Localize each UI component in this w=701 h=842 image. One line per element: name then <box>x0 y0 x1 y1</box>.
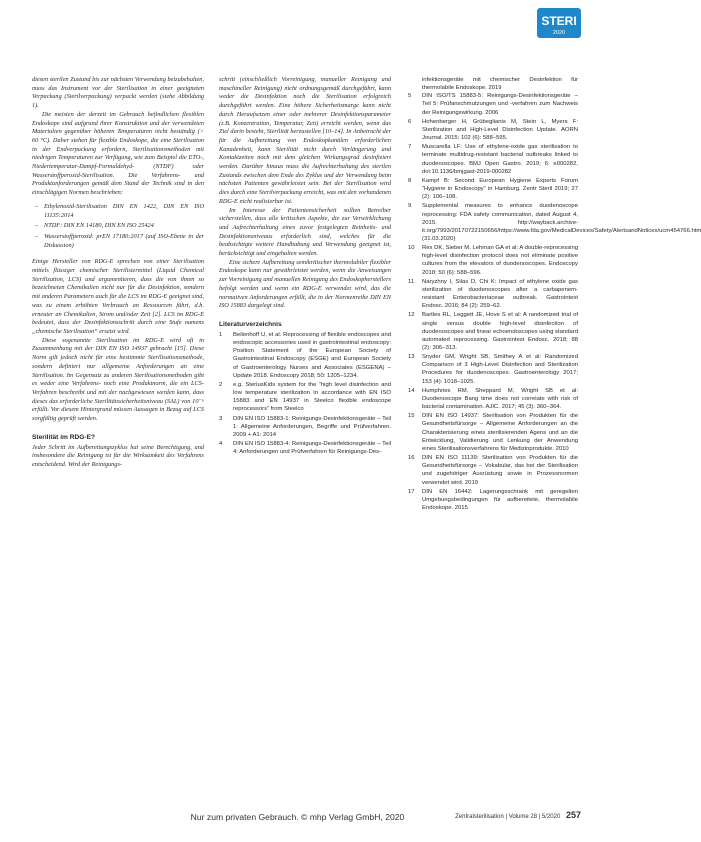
reference-item <box>408 202 701 243</box>
standards-list <box>32 203 204 251</box>
reference-number: 5 <box>408 93 412 100</box>
reference-number: 15 <box>408 413 415 420</box>
reference-item <box>219 331 391 380</box>
column-3 <box>408 76 701 512</box>
reference-item <box>219 381 391 414</box>
reference-item <box>219 440 391 456</box>
reference-number: 16 <box>408 455 415 462</box>
journal-logo-graphic <box>537 8 581 38</box>
reference-item <box>408 118 578 142</box>
reference-number: 4 <box>219 441 223 448</box>
paragraph: diesen sterilen Zustand bis zur nächsten Verwendung beizubehalten, muss das Instrument vor der Sterilisation in einer geeigneten Verpackung (Sterilverpackung) verpackt werden (siehe Abbildung 1). <box>32 76 204 110</box>
reference-number: 10 <box>408 245 415 252</box>
page-number: 257 <box>565 810 581 820</box>
reference-text: DIN ISO/TS 15883-5: Reinigungs-Desinfektionsgeräte – Teil 5: Prüfanschmutzungen und -verfahren zum Nachweis der Reinigungswirkung. 2006 <box>422 93 578 116</box>
list-item: – NTDF: DIN EN 14180, DIN EN ISO 25424 <box>44 222 204 231</box>
reference-item <box>408 244 578 277</box>
reference-item <box>408 412 578 453</box>
paragraph: Diese sogenannte Sterilisation im RDG-E wird oft in Zusammenhang mit der DIN EN ISO 14937 gebracht [15]. Diese Norm gilt jedoch nicht für eine bestimmte Sterilisationsmethode, sondern definiert nur allgemeine Anforderungen an eine Sterilisation. Im Gegensatz zu anderen Sterilisationsmethoden gibt es weder eine Verfahrens- noch eine Produktnorm, die ein LCS-Verfahren beschreibt und mit der nachgewiesen werden kann, dass dieses das erforderliche Sterilitätssicherheitsniveau (SAL) von 10⁻⁶ erfüllt. Vor diesem Hintergrund müssen Aussagen in Bezug auf LCS sorgfältig geprüft werden. <box>32 336 204 423</box>
reference-item <box>408 454 578 487</box>
reference-text: Hohenberger H, Grübeglianis M, Stein L, Myers F: Sterilization and High-Level Disinfection Update. AORN Journal. 2015; 102 (6): 588–595. <box>422 118 578 142</box>
reference-text: Rex DK, Sieber M, Lehman GA et al: A double-reprocessing high-level disinfection protocol does not eliminate positive cultures from the elevators of duodenoscopes. Endoscopy 2018; 50 (6): 588–596. <box>422 245 578 276</box>
paragraph: schritt (einschließlich Vorreinigung, manueller Reinigung und maschineller Reinigung) nicht ordnungsgemäß durchgeführt, kann weder die Desinfektion noch die Sterilisation erfolgreich durchgeführt werden. Eine höhere Sicherheitsmarge kann nicht durch Heraufsetzen einer oder mehrerer Desinfektionsparameter (z.B. Konzentration, Temperatur, Zeit) erreicht werden, wenn das Ziel darin besteht, Sterilität herzustellen [10–14]. In Anbetracht der für die Aufbereitung von Endoskopkanälen erforderlichen Kanadenheit, kann Sterilität nicht durch Verlängerung und Kontaktzeiten noch mit dem gleichen Wirkungsgrad desinfiziert werden. Darüber hinaus muss die Aufrechterhaltung des sterilen Zustands zwischen dem Ende des Zyklus und der Verwendung beim nächsten Patienten gewährleistet sein. Bei der Sterilisation wird dies durch eine Sterilverpackung erreicht, was mit den vorhandenen RDG-E nicht realisierbar ist. <box>219 76 391 205</box>
reference-text: Kampf B: Second European Hygiene Experts Forum “Hygiene in Endoscopy” in Hamburg. Zentr Steril 2019; 27 (2): 106–108. <box>422 177 578 201</box>
column-1 <box>32 76 204 470</box>
reference-text: Beilenhoff U, et al. Reprocessing of flexible endoscopes and endoscopic accessories used in gastrointestinal endoscopy: Position Statement of the European Society of Gastrointestinal Endoscopy (ESGE) and European Society of Gastroenterology Nurses and Associates (ESGENA) – Update 2018. Endoscopy 2018; 50: 1205–1234. <box>233 331 391 379</box>
reference-text: e.g. SteriusKids system for the “high level disinfection and low temperature sterilization in accordance with EN ISO 15883 and EN 14937 in Steelco flexible endoscope reprocessors” from Steelco <box>233 381 391 413</box>
reference-number: 1 <box>219 331 223 338</box>
reference-list <box>408 92 701 512</box>
reference-number: 12 <box>408 312 415 319</box>
reference-text: Naryzhny I, Silas D, Chi K: Impact of ethylene oxide gas sterilization of duodenoscopes after a carbapenem-resistant Enterobacteriaceae outbreak. Gastrointest Endosc. 2016; 84 (2): 259–62. <box>422 278 578 310</box>
reference-text: Snyder GM, Wright SB, Smithey A et al: Randomized Comparison of 3 High-Level Disinfection and Sterilization Procedures for duodenoscopes. Gastroenterology 2017; 153 (4): 1018–1025. <box>422 354 578 385</box>
reference-item <box>219 415 391 439</box>
reference-text: infektionsgeräte mit chemischer Desinfektion für thermolabile Endoskope. 2019 <box>422 77 578 92</box>
reference-list <box>219 331 391 456</box>
reference-number: 6 <box>408 118 412 125</box>
reference-number: 9 <box>408 203 412 210</box>
journal-logo <box>537 8 581 38</box>
reference-item <box>408 353 578 386</box>
reference-item <box>408 488 578 512</box>
reference-item <box>408 177 578 201</box>
paragraph: Im Interesse der Patientensicherheit sollten Betreiber sicherstellen, dass alle kritischen Aspekte, die zur Verwirklichung und Aufrechterhaltung eines zuvor festgelegten Reinheits- und Desinfektionsniveaus erforderlich sind, welches für die beabsichtigte weitere Handhabung und Verwendung geeignet ist, berücksichtigt und eingehalten werden. <box>219 206 391 258</box>
list-item: – Ethylenoxid-Sterilisation DIN EN 1422, DIN EN ISO 11135:2014 <box>44 203 204 220</box>
reference-text: DIN EN ISO 15883-1: Reinigungs-Desinfektionsgeräte – Teil 1: Allgemeine Anforderungen, Begriffe und Prüfverfahren. 2009 + A1: 2014 <box>233 415 391 438</box>
reference-number: 3 <box>219 415 223 422</box>
column-2 <box>219 76 391 456</box>
reference-number: 2 <box>219 381 223 388</box>
reference-item <box>408 387 578 411</box>
paragraph: Jeder Schritt im Aufbereitungszyklus hat seine Berechtigung, und insbesondere die Reinigung ist für die Wirksamkeit des Verfahrens entscheidend. Wird der Reinigungs- <box>32 443 204 469</box>
reference-text: DIN EN ISO 14937: Sterilisation von Produkten für die Gesundheitsfürsorge – Allgemeine Anforderungen an die Charakterisierung eines sterilisierenden Agens und an die Entwicklung, Validierung und Lenkung der Anwendung eines Sterilisationsverfahrens für Medizinprodukte. 2010 <box>422 413 578 452</box>
reference-list <box>408 76 578 92</box>
reference-item <box>408 143 578 176</box>
references-heading: Literaturverzeichnis <box>219 320 282 328</box>
journal-footer <box>455 810 581 820</box>
copyright-notice: Nur zum privaten Gebrauch. © mhp Verlag GmbH, 2020 <box>190 812 405 822</box>
reference-item <box>408 278 578 311</box>
reference-number: 8 <box>408 177 412 184</box>
reference-text: Supplemental measures to enhance duodenoscope reprocessing: FDA safety communication, dated August 4, 2015. http://wayback.archive-it.org/7993/20170722150656/https://www.fda.gov/MedicalDevices/Safety/AlertsandNotices/ucm454766.htm (31.03.2020) <box>422 203 701 242</box>
reference-text: Bartles RL, Leggett JE, Hove S et al: A randomized trial of single versus double high-level disinfection of duodenoscopes and linear echoendoscopes using standard automated reprocessing. Gastrointest Endosc. 2018; 88 (2): 306–313. <box>422 312 578 351</box>
paragraph: Einige Hersteller von RDG-E sprechen von einer Sterilisation mittels flüssiger chemischer Sterilisiermittel (Liquid Chemical Sterilization, LCS) und argumentieren, dass die von ihnen so bezeichneten Chemikalien nicht nur für die Desinfektion, sondern mit anderen Parametern auch für die LCS im RDG-E geeignet sind, was zu einem erhöhten Verbrauch an Ressourcen führt, d.h. erneuter an Chemikalien, Strom und/oder Zeit [2]. LCS im RDG-E bedeutet, dass der Desinfektionsschritt durch eine Stufe namens „chemische Sterilisation“ ersetzt wird. <box>32 258 204 335</box>
reference-number: 14 <box>408 387 415 394</box>
reference-number: 11 <box>408 278 415 285</box>
journal-citation: Zentralsterilisation | Volume 28 | 5/2020 <box>455 814 561 820</box>
reference-text: DIN EN ISO 15883-4: Reinigungs-Desinfektionsgeräte – Teil 4: Anforderungen und Prüfverfahren für Reinigungs-Des- <box>233 441 391 456</box>
reference-text: Humphries RM, Sheppard M, Wright SB et al: Duodenoscope Bang time does not correlate with risk of bacterial contamination. AJIC. 2017; 45 (3): 360–364. <box>422 387 578 411</box>
reference-number: 13 <box>408 354 415 361</box>
logo-subtext: 2020 <box>552 30 566 36</box>
reference-item <box>408 92 578 116</box>
logo-text: STERI <box>541 14 577 28</box>
reference-text: Muscarella LF: Use of ethylene-oxide gas sterilisation to terminate multidrug-resistant bacterial outbreaks linked to duodenoscopes. BMJ Open Gastro. 2019; 6: e000282, doi:10.1136/bmjgast-2019-000282 <box>422 144 578 175</box>
section-heading: Sterilität im RDG-E? <box>32 433 96 441</box>
reference-item-continued <box>408 76 578 92</box>
paragraph: Die meisten der derzeit im Gebrauch befindlichen flexiblen Endoskope sind aufgrund ihrer Konstruktion und der verwendeten Materialien gegenüber höheren Temperaturen nicht beständig (> 60 °C). Daher stehen für flexible Endoskope, die eine Sterilisation in der Endverpackung erfordern, Sterilisationsmethoden mit niedrigen Temperaturen zur Verfügung, wie zum Beispiel die ETO-, Niedertemperatur-Dampf-Formaldehyd- (NTDF) oder Wasserstoffperoxid-Sterilisation. Die Verfahrens- und Produktanforderungen gemäß dem Stand der Technik sind in den einschlägigen Normen beschrieben: <box>32 110 204 197</box>
reference-number: 17 <box>408 488 415 495</box>
list-item: – Wasserstoffperoxid: prEN 17180:2017 (auf ISO-Ebene in der Diskussion) <box>44 233 204 250</box>
paragraph: Eine sichere Aufbereitung semikritischer thermolabiler flexibler Endoskope kann nur gewährleistet werden, wenn die Anweisungen zur Vorreinigung und manuellen Reinigung des Endoskopherstellers befolgt werden und wenn ein RDG-E verwendet wird, das die normativen Anforderungen erfüllt, die in der Normenreihe DIN EN ISO 15883 dargelegt sind. <box>219 258 391 310</box>
reference-item <box>408 311 578 352</box>
reference-number: 7 <box>408 144 412 151</box>
reference-text: DIN EN 16442: Lagerungsschrank mit geregelten Umgebungsbedingungen für aufbereitete, thermolabile Endoskope. 2015 <box>422 488 578 511</box>
reference-text: DIN EN ISO 11139: Sterilisation von Produkten für die Gesundheitsfürsorge – Vokabular, das bei der Sterilisation und zugehöriger Ausrüstung sowie in Prozessnormen verwendet wird. 2019 <box>422 455 578 486</box>
